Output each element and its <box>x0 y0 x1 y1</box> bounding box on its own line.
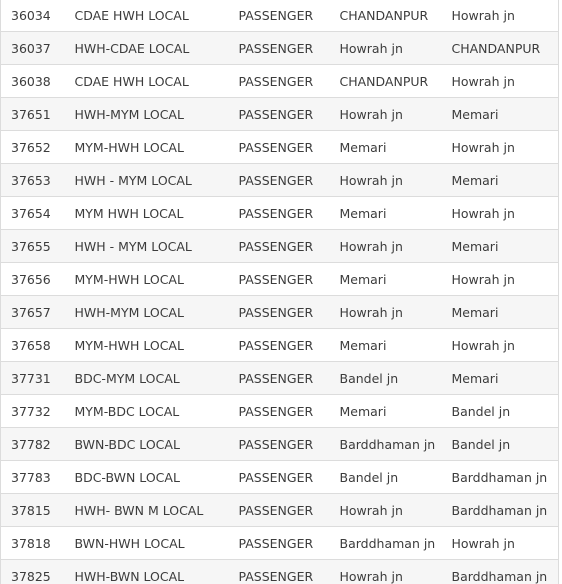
table-row[interactable] <box>1 230 559 263</box>
train-name-cell: HWH-MYM LOCAL <box>65 296 229 329</box>
table-row[interactable] <box>1 32 559 65</box>
train-number-cell: 36038 <box>1 65 65 98</box>
to-station-cell: Memari <box>442 296 559 329</box>
to-station-cell: Howrah jn <box>442 197 559 230</box>
train-name-cell: MYM-HWH LOCAL <box>65 329 229 362</box>
train-name-cell: MYM-HWH LOCAL <box>65 131 229 164</box>
train-name-cell: MYM HWH LOCAL <box>65 197 229 230</box>
train-type-cell: PASSENGER <box>229 527 330 560</box>
from-station-cell: Howrah jn <box>330 296 442 329</box>
table-row[interactable] <box>1 65 559 98</box>
train-number-cell: 37825 <box>1 560 65 584</box>
from-station-cell: Memari <box>330 395 442 428</box>
train-name-cell: MYM-HWH LOCAL <box>65 263 229 296</box>
from-station-cell: CHANDANPUR <box>330 0 442 32</box>
table-row[interactable] <box>1 494 559 527</box>
to-station-cell: Barddhaman jn <box>442 494 559 527</box>
to-station-cell: Bandel jn <box>442 428 559 461</box>
table-row[interactable] <box>1 164 559 197</box>
train-number-cell: 37655 <box>1 230 65 263</box>
from-station-cell: Howrah jn <box>330 230 442 263</box>
train-type-cell: PASSENGER <box>229 428 330 461</box>
train-name-cell: BWN-HWH LOCAL <box>65 527 229 560</box>
from-station-cell: Bandel jn <box>330 362 442 395</box>
train-number-cell: 37656 <box>1 263 65 296</box>
train-number-cell: 37782 <box>1 428 65 461</box>
table-row[interactable] <box>1 197 559 230</box>
train-table-body <box>1 0 559 584</box>
from-station-cell: Memari <box>330 197 442 230</box>
train-number-cell: 37654 <box>1 197 65 230</box>
table-row[interactable] <box>1 395 559 428</box>
table-row[interactable] <box>1 461 559 494</box>
from-station-cell: Barddhaman jn <box>330 527 442 560</box>
from-station-cell: Memari <box>330 329 442 362</box>
train-type-cell: PASSENGER <box>229 65 330 98</box>
table-row[interactable] <box>1 560 559 584</box>
train-name-cell: BWN-BDC LOCAL <box>65 428 229 461</box>
train-number-cell: 37732 <box>1 395 65 428</box>
table-row[interactable] <box>1 329 559 362</box>
table-row[interactable] <box>1 428 559 461</box>
to-station-cell: Barddhaman jn <box>442 560 559 584</box>
train-name-cell: HWH-CDAE LOCAL <box>65 32 229 65</box>
train-number-cell: 36037 <box>1 32 65 65</box>
to-station-cell: Howrah jn <box>442 0 559 32</box>
from-station-cell: Howrah jn <box>330 560 442 584</box>
train-type-cell: PASSENGER <box>229 362 330 395</box>
to-station-cell: Howrah jn <box>442 527 559 560</box>
train-type-cell: PASSENGER <box>229 0 330 32</box>
train-name-cell: HWH - MYM LOCAL <box>65 164 229 197</box>
table-row[interactable] <box>1 98 559 131</box>
train-name-cell: HWH - MYM LOCAL <box>65 230 229 263</box>
train-number-cell: 37783 <box>1 461 65 494</box>
train-number-cell: 37731 <box>1 362 65 395</box>
train-name-cell: MYM-BDC LOCAL <box>65 395 229 428</box>
to-station-cell: Memari <box>442 230 559 263</box>
table-row[interactable] <box>1 527 559 560</box>
table-row[interactable] <box>1 362 559 395</box>
train-number-cell: 37657 <box>1 296 65 329</box>
from-station-cell: Howrah jn <box>330 32 442 65</box>
train-type-cell: PASSENGER <box>229 131 330 164</box>
train-number-cell: 37652 <box>1 131 65 164</box>
train-name-cell: HWH-MYM LOCAL <box>65 98 229 131</box>
train-name-cell: BDC-BWN LOCAL <box>65 461 229 494</box>
from-station-cell: Howrah jn <box>330 164 442 197</box>
to-station-cell: Bandel jn <box>442 395 559 428</box>
from-station-cell: Bandel jn <box>330 461 442 494</box>
train-number-cell: 37815 <box>1 494 65 527</box>
train-type-cell: PASSENGER <box>229 329 330 362</box>
to-station-cell: Howrah jn <box>442 65 559 98</box>
train-type-cell: PASSENGER <box>229 395 330 428</box>
to-station-cell: Howrah jn <box>442 263 559 296</box>
train-name-cell: CDAE HWH LOCAL <box>65 0 229 32</box>
from-station-cell: Memari <box>330 263 442 296</box>
table-row[interactable] <box>1 0 559 32</box>
train-number-cell: 36034 <box>1 0 65 32</box>
train-type-cell: PASSENGER <box>229 560 330 584</box>
to-station-cell: Memari <box>442 362 559 395</box>
table-row[interactable] <box>1 263 559 296</box>
train-type-cell: PASSENGER <box>229 197 330 230</box>
table-row[interactable] <box>1 131 559 164</box>
to-station-cell: CHANDANPUR <box>442 32 559 65</box>
to-station-cell: Howrah jn <box>442 329 559 362</box>
to-station-cell: Memari <box>442 98 559 131</box>
from-station-cell: CHANDANPUR <box>330 65 442 98</box>
train-type-cell: PASSENGER <box>229 98 330 131</box>
train-name-cell: CDAE HWH LOCAL <box>65 65 229 98</box>
from-station-cell: Barddhaman jn <box>330 428 442 461</box>
train-type-cell: PASSENGER <box>229 32 330 65</box>
train-type-cell: PASSENGER <box>229 263 330 296</box>
train-number-cell: 37651 <box>1 98 65 131</box>
train-number-cell: 37653 <box>1 164 65 197</box>
train-type-cell: PASSENGER <box>229 494 330 527</box>
train-type-cell: PASSENGER <box>229 296 330 329</box>
to-station-cell: Howrah jn <box>442 131 559 164</box>
from-station-cell: Memari <box>330 131 442 164</box>
to-station-cell: Barddhaman jn <box>442 461 559 494</box>
to-station-cell: Memari <box>442 164 559 197</box>
train-type-cell: PASSENGER <box>229 461 330 494</box>
train-name-cell: HWH-BWN LOCAL <box>65 560 229 584</box>
train-number-cell: 37658 <box>1 329 65 362</box>
from-station-cell: Howrah jn <box>330 98 442 131</box>
train-name-cell: HWH- BWN M LOCAL <box>65 494 229 527</box>
train-type-cell: PASSENGER <box>229 230 330 263</box>
train-number-cell: 37818 <box>1 527 65 560</box>
from-station-cell: Howrah jn <box>330 494 442 527</box>
table-row[interactable] <box>1 296 559 329</box>
train-type-cell: PASSENGER <box>229 164 330 197</box>
train-name-cell: BDC-MYM LOCAL <box>65 362 229 395</box>
